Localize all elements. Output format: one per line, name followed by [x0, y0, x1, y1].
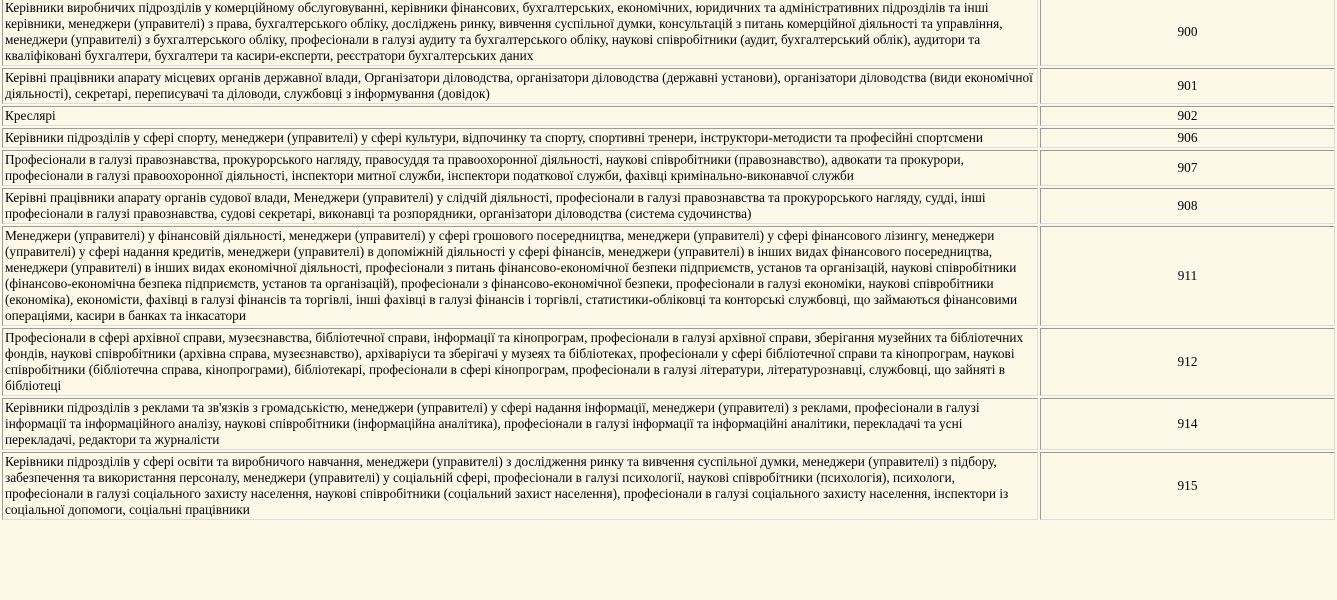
table-row [2, 226, 1335, 326]
row-description: Професіонали в сфері архівної справи, музеєзнавства, бібліотечної справи, інформації та кінопрограм, професіонали в галузі архівної справи, зберігання музейних та бібліотечних фондів, наукові співробітники (архівна справа, музеєзнавство), архіваріуси та зберігачі у музеях та бібліотеках, професіонали у сфері бібліотечної справи та кінопрограм, наукові співробітники (бібліотечна справа, кінопрограми), бібліотекарі, професіонали в сфері кінопрограм, професіонали в галузі літератури, літературознавці, службовці, що зайняті в бібліотеці [2, 328, 1038, 396]
row-description: Керівники виробничих підрозділів у комерційному обслуговуванні, керівники фінансових, бухгалтерських, економічних, юридичних та адміністративних підрозділів та інші керівники, менеджери (управителі) з права, бухгалтерського обліку, досліджень ринку, вивчення суспільної думки, консультацій з питань комерційної діяльності та управління, менеджери (управителі) з бухгалтерського обліку, професіонали в галузі аудиту та бухгалтерського обліку, наукові співробітники (аудит, бухгалтерський облік), аудитори та кваліфіковані бухгалтери, бухгалтери та касири-експерти, реєстратори бухгалтерських даних [2, 0, 1038, 66]
row-description: Професіонали в галузі правознавства, прокурорського нагляду, правосуддя та правоохоронної діяльності, наукові співробітники (правознавство), адвокати та прокурори, професіонали в галузі правоохоронної діяльності, інспектори митної служби, інспектори податкової служби, фахівці кримінально-виконавчої служби [2, 150, 1038, 186]
table-row [2, 188, 1335, 224]
table-row [2, 398, 1335, 450]
row-code: 902 [1040, 106, 1335, 126]
table-row [2, 68, 1335, 104]
row-description: Керівники підрозділів у сфері спорту, менеджери (управителі) у сфері культури, відпочинку та спорту, спортивні тренери, інструктори-методисти та професійні спортсмени [2, 128, 1038, 148]
row-description: Креслярі [2, 106, 1038, 126]
table-row [2, 0, 1335, 66]
row-code: 915 [1040, 452, 1335, 520]
row-code: 900 [1040, 0, 1335, 66]
row-code: 907 [1040, 150, 1335, 186]
row-description: Керівники підрозділів у сфері освіти та виробничого навчання, менеджери (управителі) з дослідження ринку та вивчення суспільної думки, менеджери (управителі) з підбору, забезпечення та використання персоналу, менеджери (управителі) у соціальній сфері, професіонали в галузі психології, наукові співробітники (психологія), психологи, професіонали в галузі соціального захисту населення, наукові співробітники (соціальний захист населення), професіонали в галузі соціального захисту населення, інспектори із соціальної допомоги, соціальні працівники [2, 452, 1038, 520]
row-description: Керівні працівники апарату органів судової влади, Менеджери (управителі) у слідчій діяльності, професіонали в галузі правознавства та прокурорського нагляду, судді, інші професіонали в галузі правознавства, судові секретарі, виконавці та розпорядники, організатори діловодства (система судочинства) [2, 188, 1038, 224]
row-description: Менеджери (управителі) у фінансовій діяльності, менеджери (управителі) у сфері грошового посередництва, менеджери (управителі) у сфері фінансового лізингу, менеджери (управителі) у сфері надання кредитів, менеджери (управителі) в допоміжній діяльності у сфері фінансів, менеджери (управителі) в інших видах фінансового посередництва, менеджери (управителі) в інших видах економічної діяльності, професіонали з питань фінансово-економічної безпеки підприємств, установ та організацій, наукові співробітники (фінансово-економічна безпека підприємств, установ та організацій), професіонали з фінансово-економічної безпеки, професіонали в галузі економіки, наукові співробітники (економіка), економісти, фахівці в галузі фінансів та торгівлі, інші фахівці в галузі фінансів і торгівлі, статистики-обліковці та конторські службовці, що займаються фінансовими операціями, касири в банках та інкасатори [2, 226, 1038, 326]
row-code: 901 [1040, 68, 1335, 104]
row-code: 911 [1040, 226, 1335, 326]
table-row [2, 328, 1335, 396]
row-code: 912 [1040, 328, 1335, 396]
row-description: Керівники підрозділів з реклами та зв'язків з громадськістю, менеджери (управителі) у сфері надання інформації, менеджери (управителі) з реклами, професіонали в галузі інформації та інформаційного аналізу, наукові співробітники (інформаційна аналітика), професіонали в галузі інформації та інформаційні аналітики, перекладачі та усні перекладачі, редактори та журналісти [2, 398, 1038, 450]
table-row [2, 106, 1335, 126]
row-description: Керівні працівники апарату місцевих органів державної влади, Організатори діловодства, організатори діловодства (державні установи), організатори діловодства (види економічної діяльності), секретарі, переписувачі та діловоди, службовці з інформування (довідок) [2, 68, 1038, 104]
row-code: 914 [1040, 398, 1335, 450]
row-code: 906 [1040, 128, 1335, 148]
table-row [2, 150, 1335, 186]
row-code: 908 [1040, 188, 1335, 224]
table-row [2, 452, 1335, 520]
table-row [2, 128, 1335, 148]
